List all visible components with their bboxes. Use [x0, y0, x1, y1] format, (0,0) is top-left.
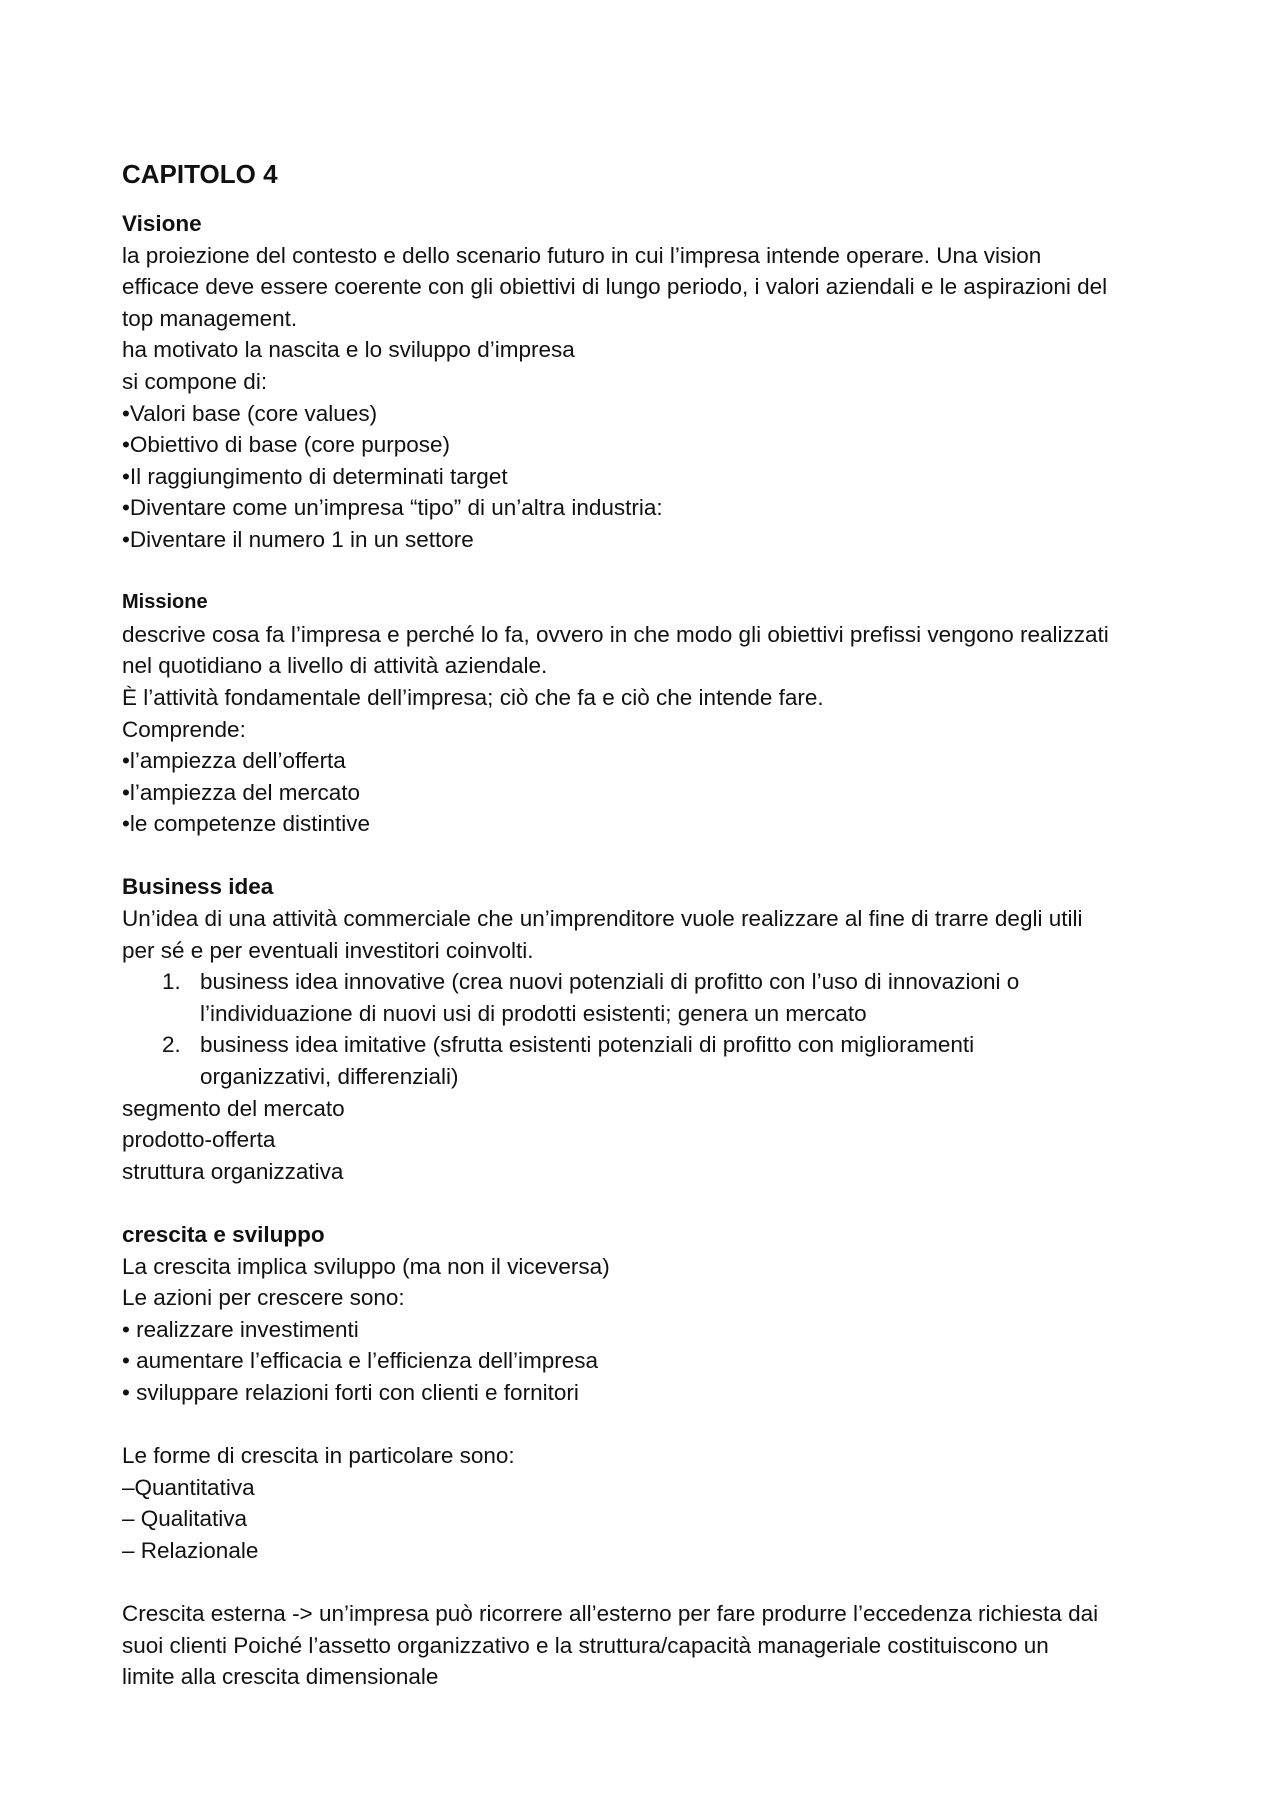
text-line: descrive cosa fa l’impresa e perché lo fa, ovvero in che modo gli obiettivi prefissi vengono realizzati [122, 621, 1109, 647]
bullet-item: •Valori base (core values) [122, 400, 378, 426]
numbered-item [162, 1029, 1182, 1092]
text-line: Un’idea di una attività commerciale che un’imprenditore vuole realizzare al fine di trarre degli utili [122, 906, 1083, 932]
text-line: Le forme di crescita in particolare sono: [122, 1443, 515, 1469]
text-line: La crescita implica sviluppo (ma non il viceversa) [122, 1253, 610, 1279]
spacer [122, 1187, 1182, 1219]
text-line: si compone di: [122, 368, 268, 394]
text-line: business idea innovative (crea nuovi potenziali di profitto con l’uso di innovazioni o [200, 969, 1020, 995]
dash-item: – Qualitativa [122, 1506, 248, 1532]
bullet-item: • sviluppare relazioni forti con clienti e fornitori [122, 1379, 579, 1405]
section-missione [122, 587, 1182, 840]
text-line: efficace deve essere coerente con gli obiettivi di lungo periodo, i valori aziendali e le aspirazioni del [122, 274, 1108, 300]
text-line: Comprende: [122, 716, 246, 742]
text-line: limite alla crescita dimensionale [122, 1664, 439, 1690]
text-line: Crescita esterna -> un’impresa può ricorrere all’esterno per fare produrre l’eccedenza richiesta dai [122, 1601, 1099, 1627]
chapter-title: CAPITOLO 4 [122, 159, 278, 189]
text-line: nel quotidiano a livello di attività aziendale. [122, 653, 548, 679]
bullet-item: •l’ampiezza del mercato [122, 779, 360, 805]
dash-item: –Quantitativa [122, 1474, 255, 1500]
text-line: suoi clienti Poiché l’assetto organizzativo e la struttura/capacità manageriale costituiscono un [122, 1632, 1049, 1658]
section-title-business-idea: Business idea [122, 874, 274, 900]
text-line: l’individuazione di nuovi usi di prodotti esistenti; genera un mercato [200, 1000, 867, 1026]
text-line: la proiezione del contesto e dello scenario futuro in cui l’impresa intende operare. Una vision [122, 242, 1042, 268]
text-line: top management. [122, 305, 298, 331]
item-number: 1. [162, 969, 181, 995]
text-line: struttura organizzativa [122, 1158, 344, 1184]
section-crescita [122, 1219, 1182, 1693]
bullet-item: •l’ampiezza dell’offerta [122, 748, 346, 774]
text-line: organizzativi, differenziali) [200, 1064, 459, 1090]
bullet-item: • aumentare l’efficacia e l’efficienza dell’impresa [122, 1348, 599, 1374]
text-line: per sé e per eventuali investitori coinvolti. [122, 937, 534, 963]
bullet-item: •le competenze distintive [122, 811, 371, 837]
bullet-item: •Obiettivo di base (core purpose) [122, 432, 451, 458]
spacer [122, 840, 1182, 872]
bullet-item: •Diventare come un’impresa “tipo” di un’altra industria: [122, 495, 663, 521]
numbered-list [122, 966, 1182, 1092]
text-line: È l’attività fondamentale dell’impresa; ciò che fa e ciò che intende fare. [122, 684, 824, 710]
section-title-visione: Visione [122, 211, 202, 236]
numbered-item [162, 966, 1182, 1029]
section-title-crescita: crescita e sviluppo [122, 1222, 325, 1247]
spacer [122, 1567, 1182, 1599]
text-line: segmento del mercato [122, 1095, 345, 1121]
spacer [122, 1409, 1182, 1441]
spacer [122, 556, 1182, 588]
section-title-missione: Missione [122, 591, 208, 614]
text-line: Le azioni per crescere sono: [122, 1285, 405, 1311]
bullet-item: •Diventare il numero 1 in un settore [122, 526, 474, 552]
bullet-item: •Il raggiungimento di determinati target [122, 463, 508, 489]
text-line: business idea imitative (sfrutta esistenti potenziali di profitto con miglioramenti [200, 1032, 975, 1058]
text-line: prodotto-offerta [122, 1127, 276, 1153]
section-visione [122, 208, 1182, 556]
section-business-idea [122, 871, 1182, 1187]
text-line: ha motivato la nascita e lo sviluppo d’impresa [122, 337, 575, 363]
item-number: 2. [162, 1032, 181, 1058]
dash-item: – Relazionale [122, 1537, 259, 1563]
document-page [122, 152, 1182, 1693]
bullet-item: • realizzare investimenti [122, 1316, 359, 1342]
